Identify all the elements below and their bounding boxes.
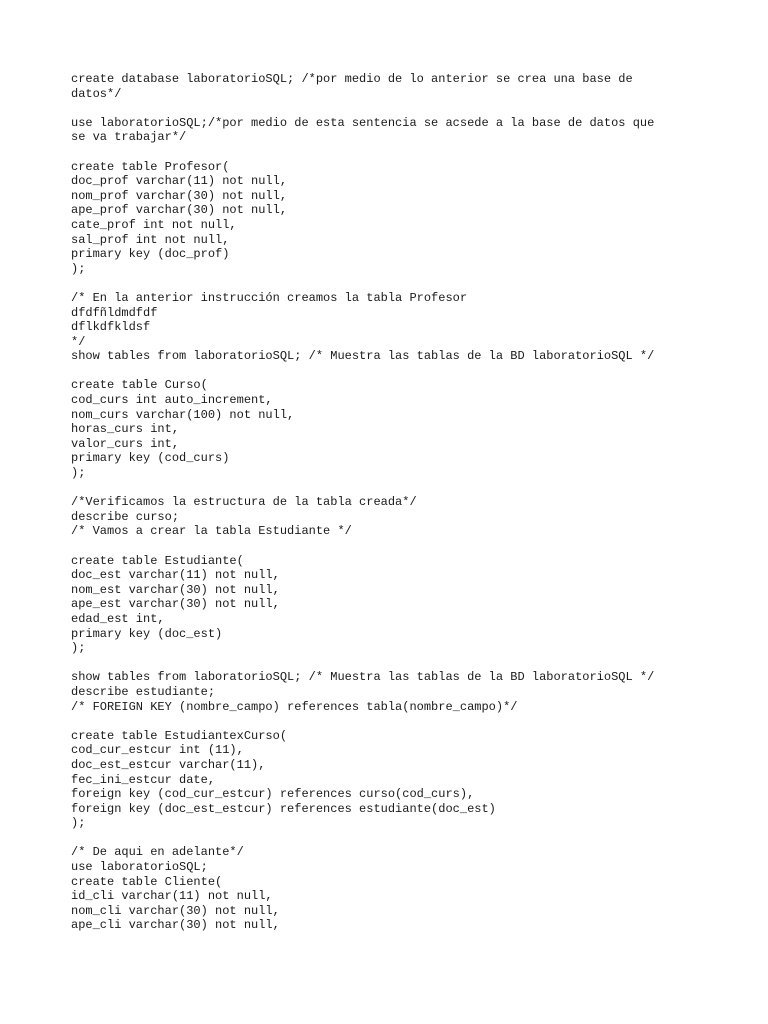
code-line: /* De aqui en adelante*/ <box>71 845 244 860</box>
code-line: describe estudiante; <box>71 684 216 699</box>
code-line: /* FOREIGN KEY (nombre_campo) references tabla(nombre_campo)*/ <box>71 699 518 714</box>
code-line: create table Cliente( <box>71 874 223 889</box>
code-line: */ <box>71 334 86 349</box>
code-line: ); <box>71 641 86 656</box>
code-line: primary key (cod_curs) <box>71 451 230 466</box>
code-line: doc_est_estcur varchar(11), <box>71 757 266 772</box>
code-line: dflkdfkldsf <box>71 320 151 335</box>
code-block <box>71 291 711 364</box>
code-block <box>71 378 711 480</box>
code-block <box>71 116 711 145</box>
code-line: create table EstudiantexCurso( <box>71 728 288 743</box>
code-line: use laboratorioSQL; <box>71 860 208 875</box>
code-line: create table Profesor( <box>71 159 230 174</box>
code-line: valor_curs int, <box>71 436 180 451</box>
code-line: doc_prof varchar(11) not null, <box>71 174 288 189</box>
code-line: ); <box>71 261 86 276</box>
code-line: create table Estudiante( <box>71 553 244 568</box>
code-line: show tables from laboratorioSQL; /* Muestra las tablas de la BD laboratorioSQL */ <box>71 349 655 364</box>
code-line: cod_cur_estcur int (11), <box>71 743 244 758</box>
code-line: se va trabajar*/ <box>71 130 187 145</box>
code-line: nom_prof varchar(30) not null, <box>71 188 288 203</box>
code-block <box>71 72 711 101</box>
code-line: foreign key (doc_est_estcur) references estudiante(doc_est) <box>71 801 496 816</box>
code-line: use laboratorioSQL;/*por medio de esta sentencia se acsede a la base de datos que <box>71 115 655 130</box>
code-line: /* Vamos a crear la tabla Estudiante */ <box>71 524 352 539</box>
code-block <box>71 495 711 539</box>
code-block <box>71 554 711 656</box>
code-line: create database laboratorioSQL; /*por medio de lo anterior se crea una base de <box>71 72 633 86</box>
code-line: /* En la anterior instrucción creamos la tabla Profesor <box>71 290 468 305</box>
code-block <box>71 729 711 831</box>
code-line: horas_curs int, <box>71 422 180 437</box>
code-line: ape_prof varchar(30) not null, <box>71 203 288 218</box>
sql-code-listing <box>71 72 711 948</box>
code-line: describe curso; <box>71 509 180 524</box>
code-line: sal_prof int not null, <box>71 232 230 247</box>
code-line: nom_curs varchar(100) not null, <box>71 407 295 422</box>
code-line: ape_cli varchar(30) not null, <box>71 918 280 933</box>
code-block <box>71 670 711 714</box>
code-line: doc_est varchar(11) not null, <box>71 568 280 583</box>
code-line: edad_est int, <box>71 611 165 626</box>
code-line: primary key (doc_prof) <box>71 247 230 262</box>
code-line: id_cli varchar(11) not null, <box>71 889 273 904</box>
code-line: ape_est varchar(30) not null, <box>71 597 280 612</box>
code-line: create table Curso( <box>71 378 208 393</box>
code-line: ); <box>71 816 86 831</box>
code-line: cod_curs int auto_increment, <box>71 393 273 408</box>
code-line: /*Verificamos la estructura de la tabla creada*/ <box>71 495 417 510</box>
code-line: dfdfñldmdfdf <box>71 305 158 320</box>
code-line: nom_est varchar(30) not null, <box>71 582 280 597</box>
code-block <box>71 845 711 933</box>
code-line: fec_ini_estcur date, <box>71 772 216 787</box>
code-line: cate_prof int not null, <box>71 217 237 232</box>
code-line: foreign key (cod_cur_estcur) references curso(cod_curs), <box>71 787 475 802</box>
code-line: primary key (doc_est) <box>71 626 223 641</box>
code-line: datos*/ <box>71 86 122 101</box>
code-line: nom_cli varchar(30) not null, <box>71 903 280 918</box>
code-block <box>71 160 711 277</box>
code-line: ); <box>71 466 86 481</box>
code-line: show tables from laboratorioSQL; /* Muestra las tablas de la BD laboratorioSQL */ <box>71 670 655 685</box>
